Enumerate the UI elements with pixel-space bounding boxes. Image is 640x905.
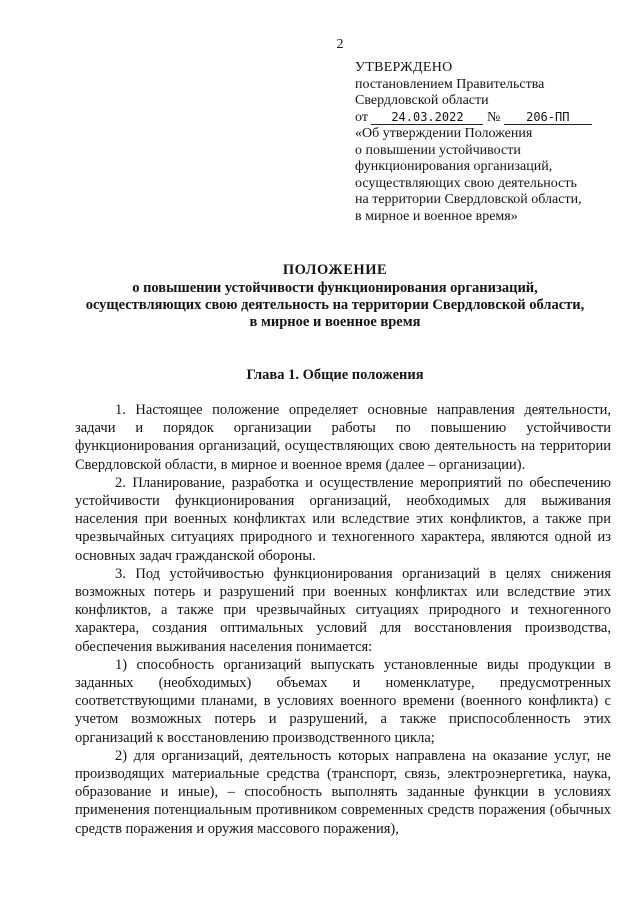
paragraph-1: 1. Настоящее положение определяет основные направления деятельности, задачи и порядок организации работы по повышению устойчивости функционирования организаций, осуществляющих свою деятельность на территории Свердловской области, в мирное и военное время (далее – организации).: [75, 402, 611, 473]
approval-date-row: [355, 110, 615, 127]
paragraph-3: 3. Под устойчивостью функционирования организаций в целях снижения возможных потерь и разрушений при военных конфликтах или вследствие этих конфликтов, а также при чрезвычайных ситуациях природного и техногенного характера, создания оптимальных условий для восстановления производства, обеспечения выживания населения понимается:: [75, 565, 611, 655]
approval-subject-3: функционирования организаций,: [355, 159, 553, 174]
page-number: 2: [336, 37, 344, 52]
number-prefix: №: [486, 109, 501, 125]
date-prefix: от: [355, 109, 368, 125]
approval-heading: УТВЕРЖДЕНО: [355, 60, 453, 75]
approval-subject-6: в мирное и военное время»: [355, 208, 518, 224]
paragraph-2: 2. Планирование, разработка и осуществление мероприятий по обеспечению устойчивости функционирования организаций, необходимых для выживания населения при военных конфликтах или вследствие этих конфликтов, а также при чрезвычайных ситуациях природного и техногенного характера, являются одной из основных задач гражданской обороны.: [75, 474, 611, 564]
chapter-title: Глава 1. Общие положения: [246, 367, 424, 383]
document-title-line-3: в мирное и военное время: [249, 314, 421, 330]
approval-line-2: Свердловской области: [355, 93, 489, 108]
document-title: [60, 262, 610, 331]
approval-subject-5: на территории Свердловской области,: [355, 192, 582, 207]
approval-subject-4: осуществляющих свою деятельность: [355, 175, 577, 191]
approval-line-1: постановлением Правительства: [355, 76, 545, 92]
document-title-main: ПОЛОЖЕНИЕ: [282, 262, 388, 278]
paragraph-4: 1) способность организаций выпускать установленные виды продукции в заданных (необходимых) объемах и номенклатуре, предусмотренных соответствующими планами, в условиях военного времени (военного конфликта) с учетом возможных потерь и разрушений, а также приспособленность этих организаций к восстановлению производственного цикла;: [75, 656, 611, 746]
document-title-line-2: осуществляющих свою деятельность на территории Свердловской области,: [85, 297, 585, 313]
body-text: [75, 401, 611, 838]
document-title-line-1: о повышении устойчивости функционирования организаций,: [132, 280, 538, 296]
approval-number: 206-ПП: [504, 110, 592, 125]
approval-subject-1: «Об утверждении Положения: [355, 126, 533, 141]
approval-date: 24.03.2022: [371, 110, 483, 125]
approval-stamp: [355, 60, 615, 225]
paragraph-5: 2) для организаций, деятельность которых направлена на оказание услуг, не производящих материальные средства (транспорт, связь, электроэнергетика, наука, образование и иные), – способность выполнять заданные функции в условиях применения потенциальным противником современных средств поражения (обычных средств поражения и оружия массового поражения),: [75, 747, 611, 837]
approval-subject-2: о повышении устойчивости: [355, 142, 521, 158]
